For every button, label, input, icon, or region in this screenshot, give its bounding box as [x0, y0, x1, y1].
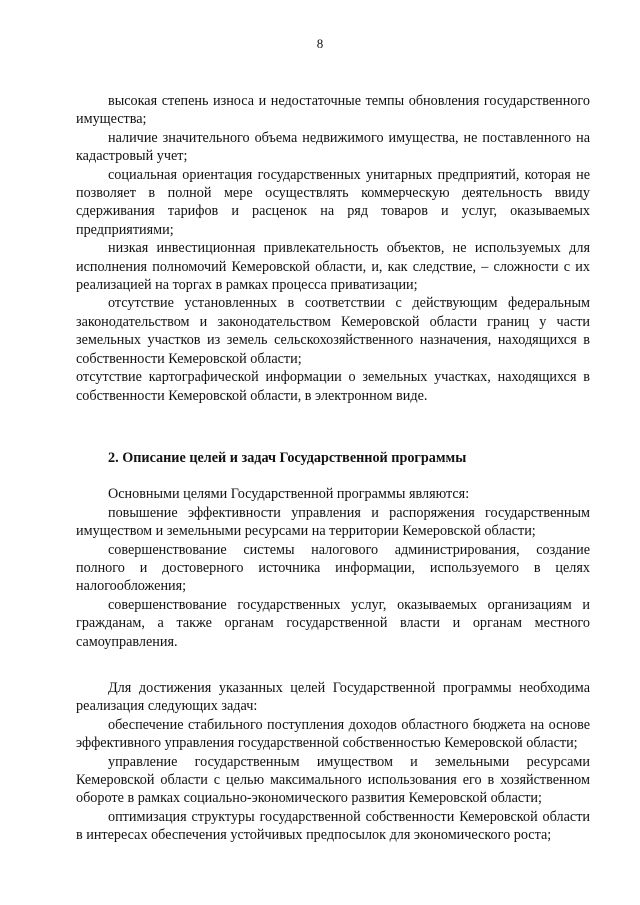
- goal-item-1: повышение эффективности управления и распоряжения государственным имуществом и земельными ресурсами на территории Кемеровской области;: [76, 504, 590, 540]
- section-spacer: [76, 405, 590, 449]
- problem-paragraph-3: социальная ориентация государственных унитарных предприятий, которая не позволяет в полной мере осуществлять коммерческую деятельность ввиду сдерживания тарифов и расценок на ряд товаров и услуг, оказываемых предприятиями;: [76, 166, 590, 238]
- page-number: 8: [316, 36, 324, 51]
- problem-paragraph-5: отсутствие установленных в соответствии с действующим федеральным законодательством и законодательством Кемеровской области границ у части земельных участков из земель сельскохозяйственного назначения, находящихся в собственности Кемеровской области;: [76, 295, 590, 367]
- heading-spacer: [76, 467, 590, 485]
- problem-paragraph-6: отсутствие картографической информации о земельных участках, находящихся в собственности Кемеровской области, в электронном виде.: [76, 369, 590, 404]
- goal-item-3: совершенствование государственных услуг, оказываемых организациям и гражданам, а также органам государственной власти и органам местного самоуправления.: [76, 596, 590, 650]
- problem-paragraph-2: наличие значительного объема недвижимого имущества, не поставленного на кадастровый учет;: [76, 129, 590, 165]
- problem-paragraph-1: высокая степень износа и недостаточные темпы обновления государственного имущества;: [76, 93, 590, 128]
- document-body: [76, 92, 590, 845]
- block-spacer: [76, 651, 590, 679]
- tasks-intro: Для достижения указанных целей Государственной программы необходима реализация следующих задач:: [76, 679, 590, 715]
- task-item-2: управление государственным имуществом и земельными ресурсами Кемеровской области с целью максимального использования его в хозяйственном обороте в рамках социально-экономического развития Кемеровской области;: [76, 753, 590, 807]
- goal-item-2: совершенствование системы налогового администрирования, создание полного и достоверного источника информации, используемого в целях налогообложения;: [76, 541, 590, 595]
- section-heading: 2. Описание целей и задач Государственной программы: [108, 449, 467, 466]
- task-item-3: оптимизация структуры государственной собственности Кемеровской области в интересах обеспечения устойчивых предпосылок для экономического роста;: [76, 808, 590, 844]
- task-item-1: обеспечение стабильного поступления доходов областного бюджета на основе эффективного управления государственной собственностью Кемеровской области;: [76, 716, 590, 752]
- problem-paragraph-4: низкая инвестиционная привлекательность объектов, не используемых для исполнения полномочий Кемеровской области, и, как следствие, – сложности с их реализацией на торгах в рамках процесса приватизации;: [76, 240, 590, 294]
- goals-intro: Основными целями Государственной программы являются:: [108, 486, 470, 503]
